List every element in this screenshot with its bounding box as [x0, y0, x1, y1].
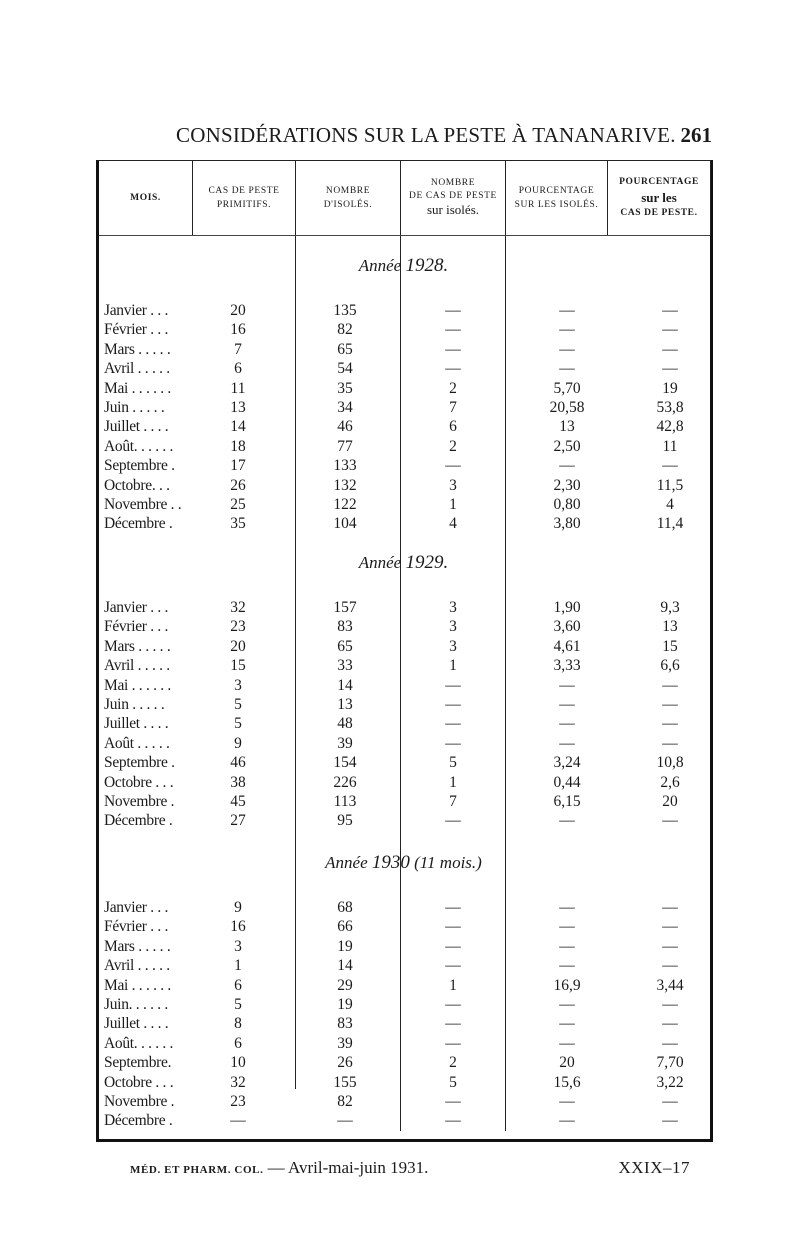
header-rule — [99, 235, 710, 236]
cell-isolated: 68 — [337, 899, 353, 916]
header-pct-isolated — [506, 161, 607, 235]
cell-isolated: 135 — [333, 302, 357, 319]
cell-month: Mai . . . . . . — [104, 676, 171, 694]
cell-pct-cases: — — [662, 321, 678, 339]
cell-primary-cases: 26 — [230, 476, 246, 494]
year-heading — [95, 552, 712, 574]
cell-primary-cases: 15 — [230, 657, 246, 675]
cell-primary-cases: 5 — [234, 715, 242, 733]
cell-primary-cases: 5 — [234, 996, 242, 1013]
header-line: POURCENTAGE — [518, 185, 595, 196]
cell-pct-isolated: — — [559, 321, 575, 339]
cell-cases-among-isolated: 6 — [449, 418, 457, 436]
cell-pct-cases: 11,4 — [656, 515, 684, 533]
table-row — [100, 1092, 712, 1111]
cell-isolated: 33 — [337, 657, 353, 675]
cell-cases-among-isolated: — — [445, 676, 461, 694]
cell-primary-cases: 25 — [230, 496, 246, 513]
cell-pct-cases: — — [662, 734, 678, 752]
cell-primary-cases: 9 — [234, 734, 242, 752]
cell-pct-cases: — — [662, 715, 678, 733]
cell-pct-isolated: — — [559, 715, 575, 733]
cell-pct-cases: — — [662, 1093, 678, 1110]
table-row — [100, 676, 712, 695]
cell-isolated: 39 — [337, 734, 353, 752]
cell-month: Octobre. . . — [104, 476, 170, 494]
cell-isolated: 66 — [337, 918, 353, 936]
cell-primary-cases: 6 — [234, 1034, 242, 1052]
cell-pct-cases: — — [662, 812, 678, 830]
cell-primary-cases: 17 — [230, 457, 246, 475]
cell-month: Octobre . . . — [104, 1073, 174, 1091]
year-heading — [95, 255, 712, 277]
cell-pct-isolated: 0,80 — [553, 496, 581, 513]
cell-primary-cases: 20 — [230, 302, 246, 319]
cell-primary-cases: 23 — [230, 618, 246, 636]
cell-cases-among-isolated: — — [445, 812, 461, 830]
cell-month: Janvier . . . — [104, 899, 169, 916]
cell-primary-cases: 18 — [230, 437, 246, 455]
cell-pct-isolated: — — [559, 812, 575, 830]
cell-cases-among-isolated: 2 — [449, 437, 457, 455]
cell-isolated: 83 — [337, 618, 353, 636]
cell-month: Février . . . — [104, 321, 169, 339]
table-row — [100, 1053, 712, 1072]
table-row — [100, 656, 712, 675]
header-isolated — [296, 161, 400, 235]
cell-month: Novembre . . — [104, 496, 182, 513]
cell-isolated: 14 — [337, 957, 353, 975]
cell-cases-among-isolated: 5 — [449, 1073, 457, 1091]
table-row — [100, 773, 712, 792]
cell-isolated: 19 — [337, 937, 353, 955]
cell-pct-cases: — — [662, 340, 678, 358]
header-line: SUR LES ISOLÉS. — [514, 200, 599, 210]
cell-isolated: 14 — [337, 676, 353, 694]
cell-pct-cases: — — [662, 1112, 678, 1130]
cell-primary-cases: 32 — [230, 1073, 246, 1091]
cell-cases-among-isolated: 7 — [449, 793, 457, 810]
cell-isolated: 39 — [337, 1034, 353, 1052]
cell-pct-cases: — — [662, 457, 678, 475]
cell-month: Décembre . — [104, 1112, 173, 1130]
cell-pct-isolated: 3,60 — [553, 618, 581, 636]
cell-primary-cases: 3 — [234, 937, 242, 955]
cell-cases-among-isolated: — — [445, 302, 461, 319]
cell-month: Novembre . — [104, 1093, 175, 1110]
table-row — [100, 437, 712, 456]
header-month-label: MOIS. — [130, 192, 161, 203]
cell-cases-among-isolated: — — [445, 957, 461, 975]
cell-pct-isolated: 2,30 — [553, 476, 581, 494]
cell-pct-isolated: 3,24 — [553, 754, 581, 772]
cell-month: Mars . . . . . — [104, 340, 171, 358]
cell-cases-among-isolated: 1 — [449, 976, 457, 994]
cell-primary-cases: 38 — [230, 773, 246, 791]
cell-primary-cases: 13 — [230, 399, 246, 416]
cell-pct-isolated: — — [559, 302, 575, 319]
cell-isolated: 54 — [337, 360, 353, 378]
cell-isolated: 226 — [333, 773, 357, 791]
header-line: CAS DE PESTE — [208, 185, 280, 196]
cell-pct-cases: — — [662, 1034, 678, 1052]
cell-primary-cases: 27 — [230, 812, 246, 830]
table-row — [100, 995, 712, 1014]
cell-cases-among-isolated: 5 — [449, 754, 457, 772]
cell-month: Janvier . . . — [104, 302, 169, 319]
cell-primary-cases: 14 — [230, 418, 246, 436]
table-row — [100, 320, 712, 339]
cell-primary-cases: 7 — [234, 340, 242, 358]
table-row — [100, 379, 712, 398]
cell-cases-among-isolated: 2 — [449, 379, 457, 397]
column-divider — [710, 161, 711, 235]
cell-pct-isolated: — — [559, 340, 575, 358]
table-row — [100, 598, 712, 617]
cell-month: Août . . . . . — [104, 734, 170, 752]
cell-pct-isolated: 16,9 — [553, 976, 581, 994]
cell-primary-cases: 46 — [230, 754, 246, 772]
cell-pct-cases: 10,8 — [656, 754, 684, 772]
cell-isolated: 77 — [337, 437, 353, 455]
cell-pct-cases: — — [662, 918, 678, 936]
cell-cases-among-isolated: — — [445, 696, 461, 713]
cell-pct-isolated: — — [559, 734, 575, 752]
cell-pct-cases: 3,44 — [656, 976, 684, 994]
cell-isolated: 132 — [333, 476, 357, 494]
cell-month: Septembre. — [104, 1054, 172, 1072]
page-footer — [130, 1158, 690, 1178]
cell-cases-among-isolated: — — [445, 1112, 461, 1130]
cell-isolated: 65 — [337, 340, 353, 358]
cell-month: Décembre . — [104, 812, 173, 830]
cell-cases-among-isolated: — — [445, 321, 461, 339]
cell-isolated: 13 — [337, 696, 353, 713]
table-row — [100, 301, 712, 320]
cell-month: Juin . . . . . — [104, 399, 165, 416]
cell-pct-isolated: 15,6 — [553, 1073, 581, 1091]
cell-cases-among-isolated: — — [445, 937, 461, 955]
cell-isolated: 113 — [333, 793, 357, 810]
cell-cases-among-isolated: 1 — [449, 657, 457, 675]
cell-pct-isolated: — — [559, 899, 575, 916]
year-label-year: 1928. — [405, 255, 449, 276]
page-number: 261 — [680, 122, 712, 147]
cell-pct-isolated: — — [559, 996, 575, 1013]
cell-pct-cases: — — [662, 676, 678, 694]
cell-isolated: 82 — [337, 1093, 353, 1110]
header-line: POURCENTAGE — [619, 177, 699, 188]
cell-pct-cases: — — [662, 899, 678, 916]
cell-pct-cases: 11,5 — [656, 476, 684, 494]
cell-month: Mars . . . . . — [104, 637, 171, 655]
cell-month: Juillet . . . . — [104, 715, 169, 733]
table-row — [100, 714, 712, 733]
year-label-year: 1930 — [371, 852, 410, 873]
header-line: NOMBRE — [325, 185, 371, 196]
cell-cases-among-isolated: — — [445, 1034, 461, 1052]
cell-cases-among-isolated: — — [445, 899, 461, 916]
cell-pct-cases: 4 — [666, 496, 674, 513]
cell-pct-cases: — — [662, 937, 678, 955]
table-row — [100, 695, 712, 714]
cell-primary-cases: 16 — [230, 321, 246, 339]
cell-primary-cases: 11 — [230, 379, 246, 397]
table-row — [100, 476, 712, 495]
cell-cases-among-isolated: 3 — [449, 476, 457, 494]
cell-primary-cases: 8 — [234, 1015, 242, 1033]
cell-month: Février . . . — [104, 618, 169, 636]
header-month — [99, 161, 192, 235]
cell-isolated: 133 — [333, 457, 357, 475]
table-row — [100, 456, 712, 475]
cell-month: Mai . . . . . . — [104, 379, 171, 397]
cell-cases-among-isolated: 7 — [449, 399, 457, 416]
cell-pct-isolated: — — [559, 696, 575, 713]
cell-pct-cases: 3,22 — [656, 1073, 684, 1091]
cell-cases-among-isolated: — — [445, 360, 461, 378]
cell-isolated: 46 — [337, 418, 353, 436]
cell-pct-isolated: 13 — [559, 418, 575, 436]
cell-cases-among-isolated: 4 — [449, 515, 457, 533]
cell-cases-among-isolated: 1 — [449, 773, 457, 791]
cell-pct-isolated: — — [559, 918, 575, 936]
cell-pct-cases: 9,3 — [660, 599, 680, 616]
table-row — [100, 811, 712, 830]
header-primary-cases — [193, 161, 295, 235]
cell-isolated: 48 — [337, 715, 353, 733]
cell-month: Octobre . . . — [104, 773, 174, 791]
footer-separator: — — [267, 1158, 285, 1177]
cell-isolated: 104 — [333, 515, 357, 533]
issue-date: Avril-mai-juin 1931. — [287, 1158, 429, 1177]
cell-pct-cases: — — [662, 302, 678, 319]
cell-pct-isolated: — — [559, 1015, 575, 1033]
cell-pct-cases: 7,70 — [656, 1054, 684, 1072]
table-row — [100, 514, 712, 533]
cell-cases-among-isolated: — — [445, 340, 461, 358]
cell-pct-isolated: 4,61 — [553, 637, 581, 655]
header-cases-among-isolated — [401, 161, 505, 235]
cell-pct-isolated: 20 — [559, 1054, 575, 1072]
table-row — [100, 1034, 712, 1053]
cell-isolated: — — [337, 1112, 353, 1130]
cell-month: Janvier . . . — [104, 599, 169, 616]
cell-month: Juillet . . . . — [104, 418, 169, 436]
cell-primary-cases: 23 — [230, 1093, 246, 1110]
cell-pct-isolated: 0,44 — [553, 773, 581, 791]
cell-pct-cases: 20 — [662, 793, 678, 810]
cell-primary-cases: 9 — [234, 899, 242, 916]
cell-cases-among-isolated: 3 — [449, 599, 457, 616]
cell-primary-cases: 6 — [234, 976, 242, 994]
header-line: CAS DE PESTE. — [620, 207, 698, 218]
cell-isolated: 19 — [337, 996, 353, 1013]
table-row — [100, 976, 712, 995]
table-row — [100, 1073, 712, 1092]
cell-cases-among-isolated: — — [445, 715, 461, 733]
cell-cases-among-isolated: — — [445, 457, 461, 475]
cell-primary-cases: 3 — [234, 676, 242, 694]
year-label-prefix: Année — [358, 553, 402, 572]
cell-primary-cases: 45 — [230, 793, 246, 810]
header-line: PRIMITIFS. — [216, 200, 272, 210]
cell-pct-cases: — — [662, 1015, 678, 1033]
cell-pct-isolated: 20,58 — [549, 399, 585, 416]
table-row — [100, 417, 712, 436]
table-row — [100, 792, 712, 811]
table-row — [100, 637, 712, 656]
cell-isolated: 35 — [337, 379, 353, 397]
cell-pct-cases: — — [662, 996, 678, 1013]
table-row — [100, 1014, 712, 1033]
cell-isolated: 154 — [333, 754, 357, 772]
running-head — [100, 120, 712, 150]
table-row — [100, 956, 712, 975]
header-line: DE CAS DE PESTE — [409, 190, 497, 201]
year-label-prefix: Année — [358, 256, 402, 275]
cell-cases-among-isolated: — — [445, 1015, 461, 1033]
header-line: sur isolés. — [427, 201, 479, 217]
cell-isolated: 155 — [333, 1073, 357, 1091]
cell-isolated: 29 — [337, 976, 353, 994]
year-label-year: 1929. — [405, 552, 449, 573]
cell-primary-cases: 20 — [230, 637, 246, 655]
cell-month: Mai . . . . . . — [104, 976, 171, 994]
cell-primary-cases: 1 — [234, 957, 242, 975]
cell-month: Avril . . . . . — [104, 657, 170, 675]
cell-pct-isolated: — — [559, 676, 575, 694]
cell-pct-isolated: — — [559, 1112, 575, 1130]
table-row — [100, 937, 712, 956]
cell-month: Juin. . . . . . — [104, 996, 168, 1013]
cell-primary-cases: 5 — [234, 696, 242, 713]
header-line: sur les — [641, 190, 677, 206]
cell-pct-isolated: 2,50 — [553, 437, 581, 455]
table-row — [100, 917, 712, 936]
cell-pct-isolated: — — [559, 457, 575, 475]
cell-pct-cases: — — [662, 696, 678, 713]
cell-month: Février . . . — [104, 918, 169, 936]
cell-pct-cases: 53,8 — [656, 399, 684, 416]
cell-pct-cases: 11 — [662, 437, 678, 455]
cell-isolated: 82 — [337, 321, 353, 339]
cell-cases-among-isolated: — — [445, 734, 461, 752]
running-title: CONSIDÉRATIONS SUR LA PESTE À TANANARIVE. — [176, 122, 676, 147]
cell-isolated: 122 — [333, 496, 357, 513]
cell-month: Avril . . . . . — [104, 957, 170, 975]
cell-month: Novembre . — [104, 793, 175, 810]
cell-pct-isolated: 6,15 — [553, 793, 581, 810]
year-label-prefix: Année — [325, 853, 368, 872]
cell-pct-cases: 2,6 — [660, 773, 680, 791]
cell-month: Septembre . — [104, 457, 175, 475]
cell-isolated: 157 — [333, 599, 357, 616]
journal-name: MÉD. ET PHARM. COL. — [130, 1164, 264, 1176]
cell-month: Août. . . . . . — [104, 437, 174, 455]
table-row — [100, 753, 712, 772]
cell-isolated: 83 — [337, 1015, 353, 1033]
cell-primary-cases: 6 — [234, 360, 242, 378]
cell-pct-cases: 19 — [662, 379, 678, 397]
cell-pct-isolated: — — [559, 1034, 575, 1052]
printer-signature: XXIX–17 — [618, 1158, 690, 1177]
cell-pct-cases: 6,6 — [660, 657, 680, 675]
cell-pct-isolated: 3,80 — [553, 515, 581, 533]
cell-cases-among-isolated: 3 — [449, 637, 457, 655]
cell-pct-isolated: 1,90 — [553, 599, 581, 616]
year-label-suffix: (11 mois.) — [414, 853, 482, 872]
table-row — [100, 1111, 712, 1130]
table-row — [100, 617, 712, 636]
cell-primary-cases: 16 — [230, 918, 246, 936]
cell-isolated: 26 — [337, 1054, 353, 1072]
cell-pct-isolated: 5,70 — [553, 379, 581, 397]
cell-isolated: 95 — [337, 812, 353, 830]
cell-pct-isolated: — — [559, 957, 575, 975]
cell-pct-cases: 13 — [662, 618, 678, 636]
cell-isolated: 34 — [337, 399, 353, 416]
cell-month: Juillet . . . . — [104, 1015, 169, 1033]
table-row — [100, 359, 712, 378]
cell-pct-isolated: 3,33 — [553, 657, 581, 675]
cell-pct-isolated: — — [559, 360, 575, 378]
cell-pct-isolated: — — [559, 1093, 575, 1110]
cell-month: Août. . . . . . — [104, 1034, 174, 1052]
cell-primary-cases: 35 — [230, 515, 246, 533]
table-row — [100, 340, 712, 359]
cell-isolated: 65 — [337, 637, 353, 655]
table-row — [100, 898, 712, 917]
cell-pct-cases: — — [662, 360, 678, 378]
header-line: D'ISOLÉS. — [323, 200, 373, 210]
cell-pct-cases: — — [662, 957, 678, 975]
cell-cases-among-isolated: — — [445, 1093, 461, 1110]
cell-cases-among-isolated: — — [445, 996, 461, 1013]
cell-primary-cases: 10 — [230, 1054, 246, 1072]
header-pct-cases — [608, 161, 710, 235]
cell-pct-isolated: — — [559, 937, 575, 955]
cell-cases-among-isolated: — — [445, 918, 461, 936]
year-heading — [95, 852, 712, 874]
cell-month: Juin . . . . . — [104, 696, 165, 713]
cell-month: Décembre . — [104, 515, 173, 533]
cell-pct-cases: 42,8 — [656, 418, 684, 436]
cell-cases-among-isolated: 2 — [449, 1054, 457, 1072]
header-line: NOMBRE — [430, 178, 476, 189]
cell-month: Avril . . . . . — [104, 360, 170, 378]
cell-primary-cases: — — [230, 1112, 246, 1130]
table-row — [100, 495, 712, 514]
cell-cases-among-isolated: 1 — [449, 496, 457, 513]
cell-month: Septembre . — [104, 754, 175, 772]
cell-cases-among-isolated: 3 — [449, 618, 457, 636]
cell-pct-cases: 15 — [662, 637, 678, 655]
table-row — [100, 734, 712, 753]
table-row — [100, 398, 712, 417]
cell-primary-cases: 32 — [230, 599, 246, 616]
cell-month: Mars . . . . . — [104, 937, 171, 955]
